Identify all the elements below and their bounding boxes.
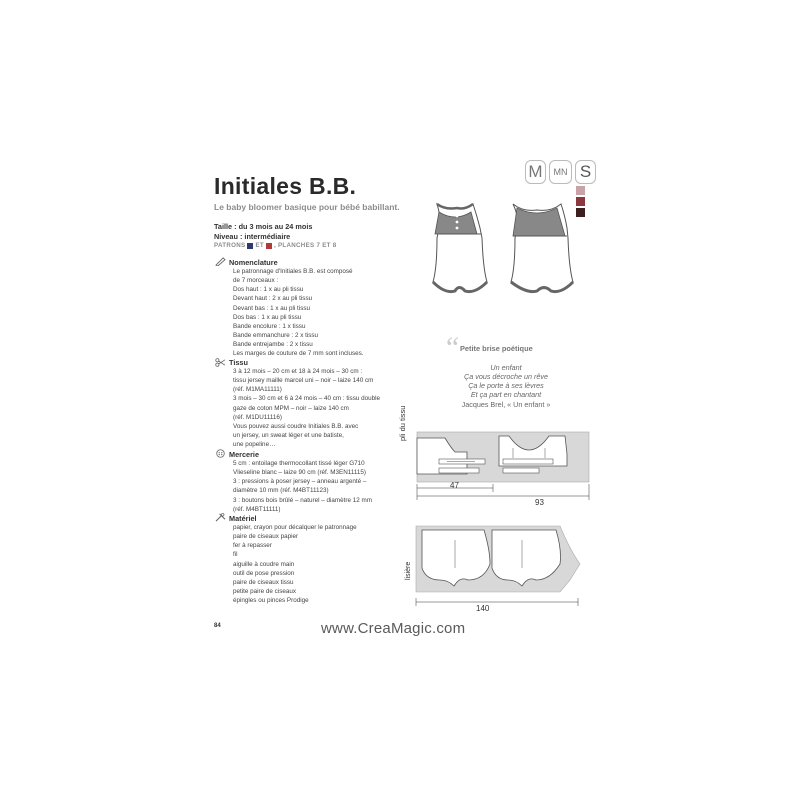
list-item: Bande encolure : 1 x tissu	[233, 322, 306, 330]
patron-blue-square	[247, 243, 253, 249]
list-item: 5 cm : entoilage thermocollant tissé léger G710	[233, 460, 365, 467]
list-item: de 7 morceaux :	[233, 277, 279, 285]
quote-title: Petite brise poétique	[460, 344, 533, 353]
section-title-mercerie: Mercerie	[229, 450, 260, 459]
skill-level: Niveau : intermédiaire	[214, 232, 291, 241]
list-item: Le patronnage d'Initiales B.B. est composé	[233, 268, 353, 275]
list-item: paire de ciseaux tissu	[233, 578, 294, 586]
pencil-icon	[215, 257, 226, 266]
garment-illustration	[425, 198, 585, 302]
quote-mark-icon: “	[443, 331, 460, 364]
patron-red-square	[266, 243, 272, 249]
badge-s: S	[575, 160, 596, 184]
dimension-outer: 93	[535, 498, 544, 507]
poem-line: Un enfant	[490, 363, 522, 372]
list-item: 3 : boutons bois brûlé – naturel – diamètre 12 mm	[233, 496, 372, 504]
list-item: Vous pouvez aussi coudre Initiales B.B. avec	[233, 422, 359, 430]
color-swatch-pink	[576, 186, 585, 195]
list-item: Devant bas : 1 x au pli tissu	[233, 304, 311, 312]
list-item: fil	[233, 551, 238, 559]
list-item: Bande entrejambe : 2 x tissu	[233, 341, 313, 349]
difficulty-badges	[525, 160, 596, 184]
watermark: www.CreaMagic.com	[321, 620, 466, 637]
list-item: un jersey, un sweat léger et une batiste,	[233, 432, 344, 440]
list-item: Dos haut : 1 x au pli tissu	[233, 286, 304, 294]
section-title-materiel: Matériel	[229, 514, 257, 523]
list-item: (réf. M1MA11111)	[233, 386, 282, 394]
list-item: (réf. M1DU11116)	[233, 413, 282, 421]
list-item: épingles ou pinces Prodige	[233, 597, 309, 605]
list-item: 3 mois – 30 cm et 6 à 24 mois – 40 cm : tissu double	[233, 395, 380, 403]
list-item: petite paire de ciseaux	[233, 588, 297, 596]
patrons-planches: , PLANCHES 7 ET 8	[273, 242, 337, 249]
selvage-label: lisière	[405, 561, 412, 580]
list-item: outil de pose pression	[233, 569, 295, 577]
list-item: paire de ciseaux papier	[233, 533, 299, 541]
badge-m: M	[525, 160, 546, 184]
cutting-layout-top	[395, 420, 595, 520]
bloomer-back-view	[511, 204, 573, 292]
page-number: 84	[214, 623, 221, 629]
page-title: Initiales B.B.	[214, 173, 357, 199]
poem-line: Ça vous décroche un rêve	[464, 372, 548, 381]
dimension-width: 140	[476, 604, 490, 613]
bloomer-front-view	[433, 204, 487, 292]
list-item: Dos bas : 1 x au pli tissu	[233, 313, 302, 321]
list-item: (réf. M4BT11111)	[233, 505, 281, 513]
patrons-et: ET	[255, 242, 264, 249]
section-title-tissu: Tissu	[229, 358, 248, 367]
list-item: Devant haut : 2 x au pli tissu	[233, 295, 313, 303]
section-title-nomenclature: Nomenclature	[229, 258, 278, 267]
list-item: 3 à 12 mois – 20 cm et 18 à 24 mois – 30 cm :	[233, 368, 363, 375]
list-item: Les marges de couture de 7 mm sont incluses.	[233, 350, 364, 358]
poem-line: Ça le porte à ses lèvres	[468, 381, 544, 390]
pattern-reference	[214, 242, 336, 249]
badge-mn: MN	[549, 160, 572, 184]
list-item: une popeline…	[233, 441, 276, 449]
scissors-icon	[215, 358, 226, 367]
list-item: tissu jersey maille marcel uni – noir – laize 140 cm	[233, 377, 374, 385]
list-item: diamètre 10 mm (réf. M4BT11123)	[233, 487, 329, 495]
list-item: 3 : pressions à poser jersey – anneau argenté –	[233, 478, 367, 486]
fold-label: pli du tissu	[398, 405, 407, 441]
cutting-layout-bottom	[400, 520, 590, 610]
list-item: fer à repasser	[233, 542, 272, 550]
list-item: gaze de coton MPM – noir – laize 140 cm	[233, 404, 349, 412]
patrons-label: PATRONS	[214, 242, 246, 249]
size-range: Taille : du 3 mois au 24 mois	[214, 222, 313, 231]
page-subtitle: Le baby bloomer basique pour bébé babillant.	[214, 202, 400, 212]
poem-line: Et ça part en chantant	[470, 390, 542, 399]
dimension-inner: 47	[450, 481, 459, 490]
list-item: Bande emmanchure : 2 x tissu	[233, 332, 319, 340]
list-item: papier, crayon pour décalquer le patronnage	[233, 524, 357, 531]
list-item: Vlieseline blanc – laize 90 cm (réf. M3EN11115)	[233, 469, 366, 477]
tools-icon	[215, 513, 226, 522]
poem-attribution: Jacques Brel, « Un enfant »	[461, 400, 551, 409]
list-item: aiguille à coudre main	[233, 560, 295, 568]
button-icon	[215, 449, 226, 458]
